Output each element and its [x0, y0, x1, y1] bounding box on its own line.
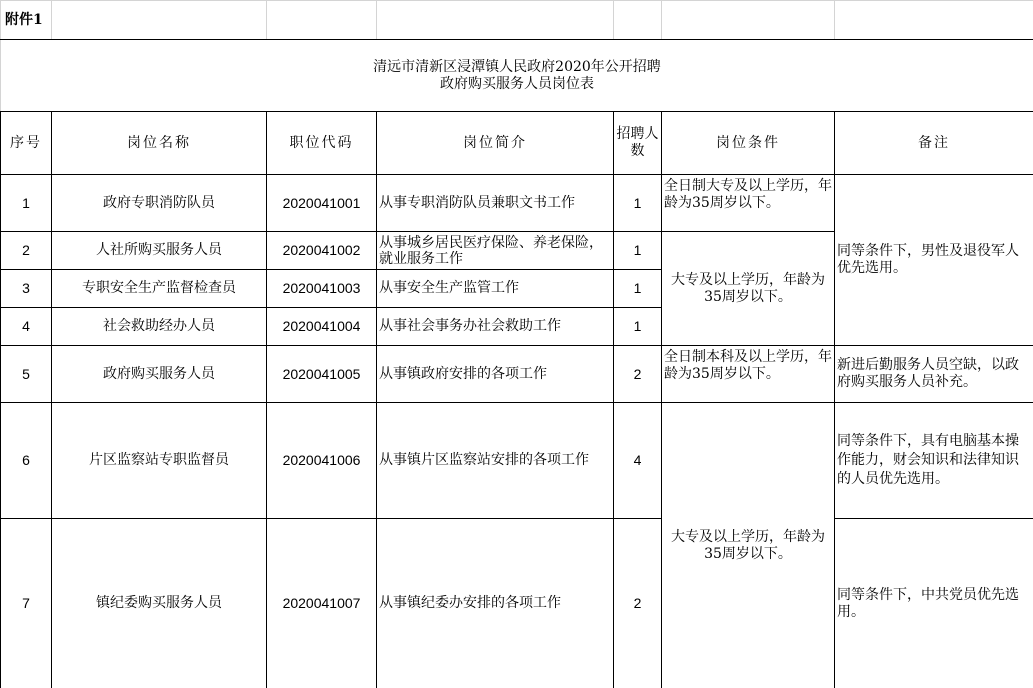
row-intro: 从事社会事务办社会救助工作	[377, 308, 614, 346]
row-count: 2	[614, 346, 662, 403]
header-intro: 岗位简介	[377, 112, 614, 175]
row-code: 2020041007	[267, 519, 377, 688]
row-name: 社会救助经办人员	[52, 308, 267, 346]
row-intro: 从事镇政府安排的各项工作	[377, 346, 614, 403]
table-row	[1, 519, 1033, 688]
row-intro: 从事镇纪委办安排的各项工作	[377, 519, 614, 688]
remark-2: 新进后勤服务人员空缺，以政府购买服务人员补充。	[835, 346, 1033, 403]
row-seq: 3	[1, 270, 52, 308]
row-code: 2020041002	[267, 232, 377, 270]
row-count: 4	[614, 403, 662, 519]
row-seq: 7	[1, 519, 52, 688]
row-name: 专职安全生产监督检查员	[52, 270, 267, 308]
row-code: 2020041001	[267, 175, 377, 232]
row-intro: 从事镇片区监察站安排的各项工作	[377, 403, 614, 519]
condition-2: 大专及以上学历，年龄为35周岁以下。	[662, 232, 835, 346]
row-code: 2020041006	[267, 403, 377, 519]
row-seq: 4	[1, 308, 52, 346]
condition-4: 大专及以上学历，年龄为35周岁以下。	[662, 403, 835, 688]
condition-3: 全日制本科及以上学历，年龄为35周岁以下。	[662, 346, 835, 403]
header-cond: 岗位条件	[662, 112, 835, 175]
condition-1: 全日制大专及以上学历，年龄为35周岁以下。	[662, 175, 835, 232]
row-name: 镇纪委购买服务人员	[52, 519, 267, 688]
row-seq: 2	[1, 232, 52, 270]
row-count: 1	[614, 175, 662, 232]
header-row	[1, 112, 1033, 175]
row-name: 人社所购买服务人员	[52, 232, 267, 270]
row-intro: 从事专职消防队员兼职文书工作	[377, 175, 614, 232]
row-intro: 从事安全生产监管工作	[377, 270, 614, 308]
row-intro: 从事城乡居民医疗保险、养老保险，就业服务工作	[377, 232, 614, 270]
row-name: 政府专职消防队员	[52, 175, 267, 232]
row-count: 1	[614, 232, 662, 270]
row-seq: 1	[1, 175, 52, 232]
header-remark: 备注	[835, 112, 1033, 175]
row-code: 2020041003	[267, 270, 377, 308]
table-row	[1, 175, 1033, 232]
row-code: 2020041004	[267, 308, 377, 346]
remark-1: 同等条件下，男性及退役军人优先选用。	[835, 175, 1033, 346]
title-line-1: 清远市清新区浸潭镇人民政府2020年公开招聘	[373, 58, 661, 75]
row-seq: 6	[1, 403, 52, 519]
table-row	[1, 403, 1033, 519]
header-count: 招聘人数	[614, 112, 662, 175]
row-count: 1	[614, 308, 662, 346]
row-name: 片区监察站专职监督员	[52, 403, 267, 519]
remark-4: 同等条件下，中共党员优先选用。	[835, 519, 1033, 688]
row-count: 1	[614, 270, 662, 308]
table-row	[1, 346, 1033, 403]
row-code: 2020041005	[267, 346, 377, 403]
header-code: 职位代码	[267, 112, 377, 175]
page-title	[1, 40, 1033, 112]
row-name: 政府购买服务人员	[52, 346, 267, 403]
remark-3: 同等条件下，具有电脑基本操作能力，财会知识和法律知识的人员优先选用。	[835, 403, 1033, 519]
header-seq: 序号	[1, 112, 52, 175]
title-line-2: 政府购买服务人员岗位表	[440, 75, 594, 92]
row-count: 2	[614, 519, 662, 688]
row-seq: 5	[1, 346, 52, 403]
attachment-label: 附件1	[1, 1, 52, 40]
header-name: 岗位名称	[52, 112, 267, 175]
